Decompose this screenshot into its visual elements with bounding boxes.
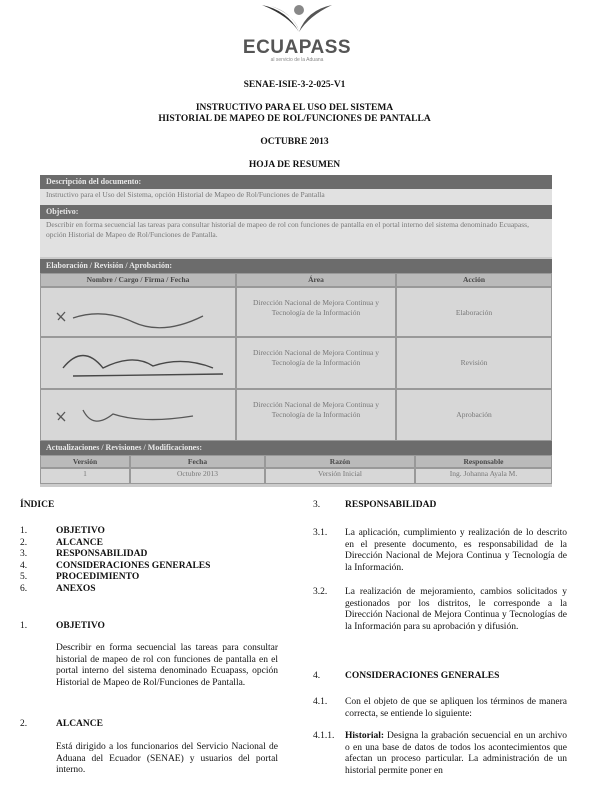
col-action-header: Acción [396, 273, 552, 287]
summary-heading: HOJA DE RESUMEN [248, 160, 341, 170]
summary-table [40, 175, 552, 487]
signature-cell [40, 337, 236, 389]
index-title: ÍNDICE [20, 500, 55, 510]
section-title-consideraciones: CONSIDERACIONES GENERALES [345, 671, 500, 681]
index-number: 3. [20, 549, 28, 559]
col-date-header: Fecha [130, 455, 265, 468]
area-cell: Dirección Nacional de Mejora Continua y Tecnología de la Información [236, 389, 396, 441]
logo-tagline: al servicio de la Aduana [270, 57, 324, 63]
col-area-header: Área [236, 273, 396, 287]
action-cell: Aprobación [396, 389, 552, 441]
handwritten-signature-icon [43, 288, 233, 334]
index-number: 4. [20, 560, 28, 571]
alcance-body: Está dirigido a los funcionarios del Servicio Nacional de Aduana del Ecuador (SENAE) y usuarios del portal interno. [56, 742, 278, 775]
version-responsible-cell: Ing. Johanna Ayala M. [415, 468, 552, 484]
paragraph-number: 4.1.1. [313, 731, 335, 741]
description-value: Instructivo para el Uso del Sistema, opción Historial de Mapeo de Rol/Funciones de Pantalla [40, 189, 552, 205]
paragraph-number: 3.1. [313, 528, 328, 538]
handwritten-signature-icon [43, 390, 233, 438]
logo-wings-icon [257, 2, 337, 38]
index-item: CONSIDERACIONES GENERALES [56, 560, 211, 571]
responsabilidad-p1: La aplicación, cumplimiento y realización de lo descrito en el presente documento, es responsabilidad de la Dirección Nacional de Mejora Continua y Tecnología de la Información. [345, 528, 567, 573]
objetivo-body: Describir en forma secuencial las tareas para consultar historial de mapeo de rol con funciones de pantalla en el portal interno del sistema denominado Ecuapass, opción Historial de Mapeo de Rol/Funciones de Pantalla. [56, 643, 278, 688]
version-cell: 1 [40, 468, 130, 484]
signature-cell [40, 287, 236, 337]
index-item: RESPONSABILIDAD [56, 549, 148, 559]
version-reason-cell: Versión Inicial [265, 468, 415, 484]
updates-label: Actualizaciones / Revisiones / Modificaciones: [40, 441, 552, 455]
col-version-header: Versión [40, 455, 130, 468]
paragraph-number: 4.1. [313, 697, 328, 707]
consideraciones-p1: Con el objeto de que se apliquen los términos de manera correcta, se entiende lo siguiente: [345, 697, 567, 719]
index-item: OBJETIVO [56, 526, 105, 536]
ecuapass-logo [232, 2, 362, 64]
objective-value: Describir en forma secuencial las tareas para consultar historial de mapeo de rol con funciones de pantalla en el portal interno del sistema denominado Ecuapass, opción Historial de Mapeo de Rol/Funciones de Pantalla. [40, 219, 552, 257]
elaboration-label: Elaboración / Revisión / Aprobación: [40, 259, 552, 273]
document-date: OCTUBRE 2013 [260, 137, 329, 147]
section-title-objetivo: OBJETIVO [56, 621, 105, 631]
handwritten-signature-icon [43, 338, 233, 386]
index-item: ALCANCE [56, 537, 103, 548]
area-cell: Dirección Nacional de Mejora Continua y Tecnología de la Información [236, 337, 396, 389]
index-item: ANEXOS [56, 583, 96, 594]
section-title-responsabilidad: RESPONSABILIDAD [345, 500, 437, 510]
objective-label: Objetivo: [40, 205, 552, 219]
historial-term: Historial: [345, 731, 385, 741]
section-number: 4. [313, 671, 321, 681]
document-title-2: HISTORIAL DE MAPEO DE ROL/FUNCIONES DE PANTALLA [158, 114, 431, 124]
index-item: PROCEDIMIENTO [56, 572, 140, 582]
signature-cell [40, 389, 236, 441]
section-number: 3. [313, 500, 321, 510]
action-cell: Elaboración [396, 287, 552, 337]
action-cell: Revisión [396, 337, 552, 389]
historial-definition: Designa la grabación secuencial en un archivo o en una base de datos de todos los acontecimientos que afectan un proceso particular. La administración de un historial permite poner en [345, 731, 567, 776]
area-cell: Dirección Nacional de Mejora Continua y Tecnología de la Información [236, 287, 396, 337]
document-code: SENAE-ISIE-3-2-025-V1 [243, 80, 346, 90]
col-name-header: Nombre / Cargo / Firma / Fecha [40, 273, 236, 287]
description-label: Descripción del documento: [40, 175, 552, 189]
section-number: 2. [20, 719, 28, 729]
col-responsible-header: Responsable [415, 455, 552, 468]
responsabilidad-p2: La realización de mejoramiento, cambios solicitados y gestionados por los distritos, le corresponde a la Dirección Nacional de Mejora Continua y Tecnologías de la Información para su aprobación y difusión. [345, 587, 567, 632]
section-number: 1. [20, 621, 28, 631]
index-number: 1. [20, 526, 28, 536]
logo-text: ECUAPASS [242, 37, 352, 58]
paragraph-number: 3.2. [313, 587, 328, 597]
section-title-alcance: ALCANCE [56, 719, 103, 729]
consideraciones-p2 [345, 731, 567, 777]
version-date-cell: Octubre 2013 [130, 468, 265, 484]
index-number: 2. [20, 537, 28, 548]
index-number: 6. [20, 583, 28, 594]
document-title-1: INSTRUCTIVO PARA EL USO DEL SISTEMA [195, 103, 394, 113]
col-reason-header: Razón [265, 455, 415, 468]
index-number: 5. [20, 572, 28, 582]
